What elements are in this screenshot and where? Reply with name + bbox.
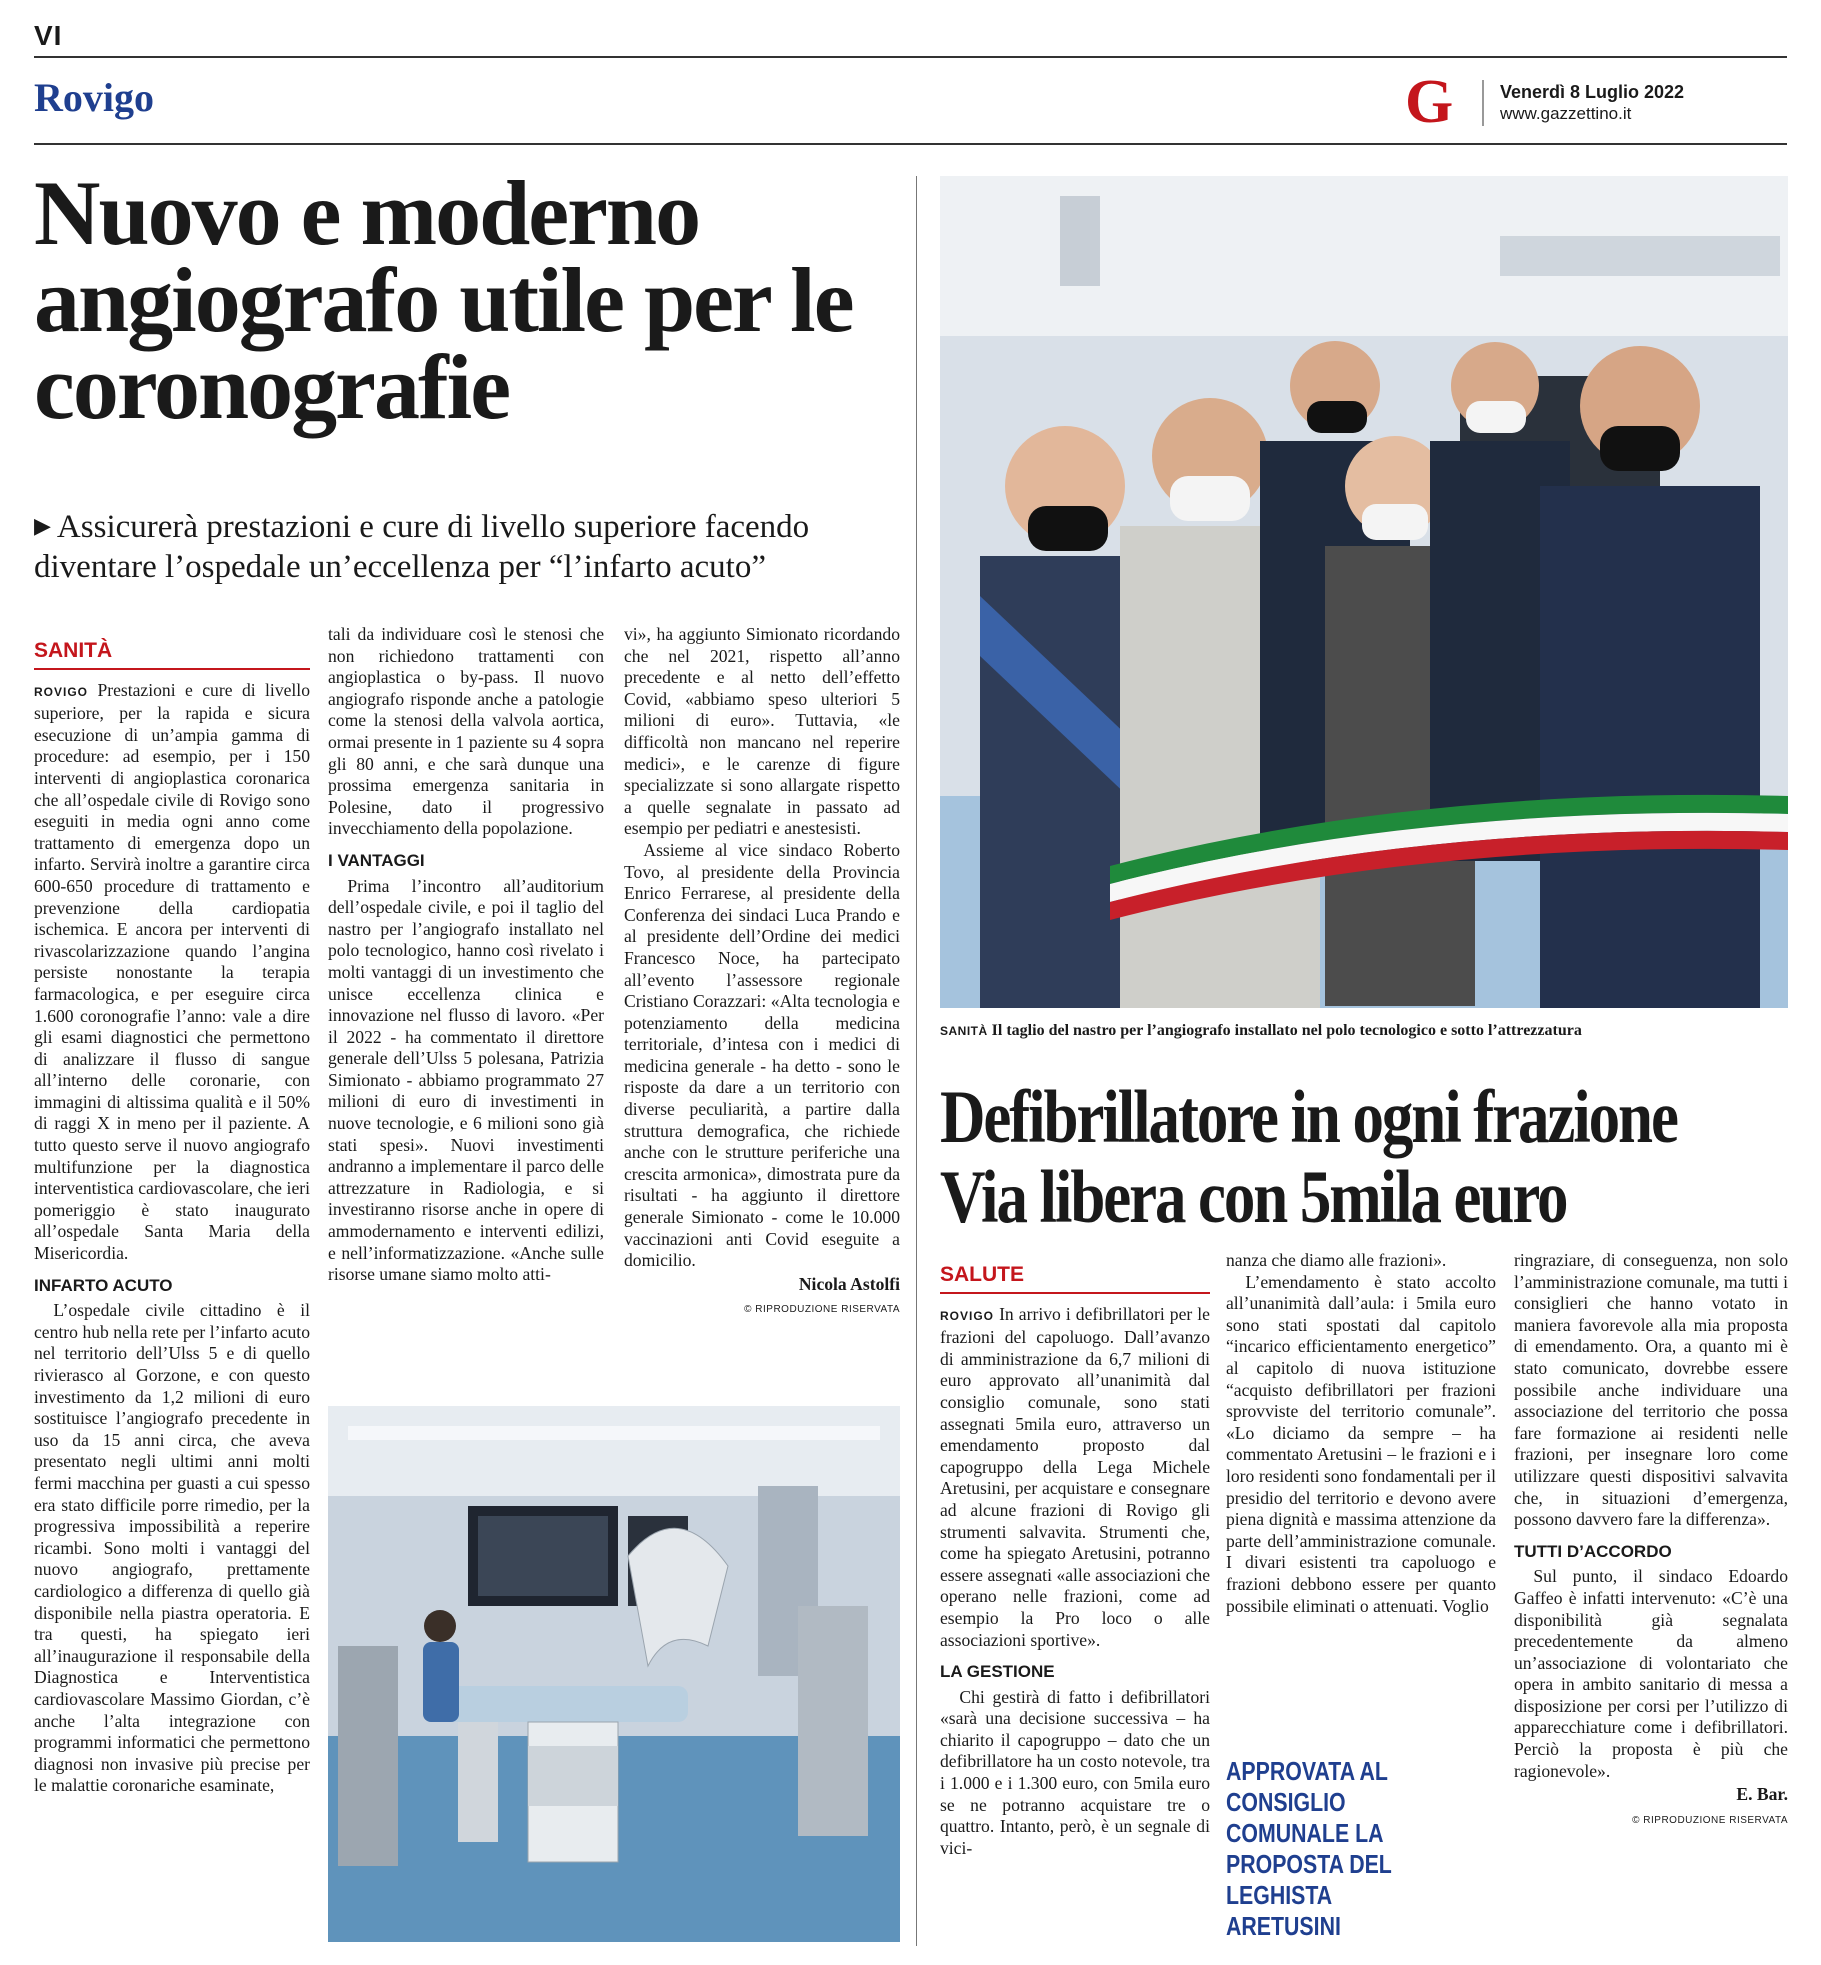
article-paragraph: L’ospedale civile cittadino è il centro hub nella rete per l’infarto acuto nel territorio dell’Ulss 5 e di quello rivierasco al Gorzone, e con questo investimento da 1,2 milioni di euro sostituisce l’angiografo precedente in uso da 15 anni circa, che aveva presentato negli ultimi anni molti fermi macchina per guasti a cui spesso era stato difficile porre rimedio, per la progressiva impossibilità a reperire ricambi. Sono molti i vantaggi del nuovo angiografo, prettamente cardiologico a differenza di quello già disponibile nella piastra operatoria. E tra questi, ha spiegato ieri all’inaugurazione il responsabile della Diagnostica e Interventistica cardiovascolare Massimo Giordan, c’è anche l’alta integrazione con programmi informatici che permettono diagnosi non invasive più precise per le malattie coronariche esaminate,	[34, 1300, 310, 1796]
article-paragraph: Chi gestirà di fatto i defibrillatori «sarà una decisione successiva – ha chiarito il capogruppo – dato che un defibrillatore ha un costo notevole, tra i 1.000 e i 1.300 euro, con 5mila euro se ne potranno acquistare tre o quattro. Intanto, però, è un segnale di vici-	[940, 1686, 1210, 1858]
page-number: VI	[34, 20, 63, 51]
subtitle-vantaggi: I VANTAGGI	[328, 850, 425, 870]
angiography-room-photo	[328, 1406, 900, 1942]
subtitle-infarto-acuto: INFARTO ACUTO	[34, 1275, 173, 1295]
paragraph-text: In arrivo i defibrillatori per le frazioni del capoluogo. Dall’avanzo di amministrazione da 6,7 milioni di euro approvato all’unanimità dal consiglio comunale, sono stati assegnati 5mila euro, attraverso un emendamento proposto dal capogruppo della Lega Michele Aretusini, per acquistare e consegnare ad alcune frazioni di Rovigo gli strumenti salvavita. Strumenti che, come ha spiegato Aretusini, potranno essere assegnati «alle associazioni che operano nelle frazioni, come ad esempio la Pro loco o alle associazioni sportive».	[940, 1303, 1210, 1650]
author-signature: E. Bar.	[1736, 1784, 1788, 1805]
article-paragraph: Prima l’incontro all’auditorium dell’ospedale civile, e poi il taglio del nastro per l’angiografo installato nel polo tecnologico, hanno così rivelato i molti vantaggi di un investimento che unisce eccellenza clinica e innovazione nel flusso di lavoro. «Per il 2022 - ha commentato il direttore generale dell’Ulss 5 polesana, Patrizia Simionato - abbiamo programmato 27 milioni di euro di investimenti in nuove tecnologie, e 6 milioni sono già stati spesi». Nuovi investimenti andranno a implementare il parco delle attrezzature in Radiologia, e si investiranno risorse anche in opere di ammodernamento e interventi edilizi, e nell’informatizzazione. «Anche sulle risorse umane siamo molto atti-	[328, 875, 604, 1285]
second-headline-line-2: Via libera con 5mila euro	[940, 1156, 1567, 1239]
issue-date: Venerdì 8 Luglio 2022	[1500, 82, 1685, 102]
article-column-1	[34, 640, 310, 1797]
kicker-salute: SALUTE	[940, 1264, 1210, 1294]
caption-label: SANITÀ	[940, 1024, 988, 1038]
ribbon-cutting-photo	[940, 176, 1788, 1008]
article-paragraph: L’emendamento è stato accolto all’unanimità dall’aula: i 5mila euro sono stati spostati dal capitolo “incarico efficientamento energetico” al capitolo di nuova istituzione “acquisto defibrillatori per frazioni sprovviste del territorio comunale”. «Lo diciamo da sempre – ha commentato Aretusini – le frazioni e i loro residenti sono fondamentali per il presidio del territorio e devono avere piena dignità e massima attenzione da parte dell’amministrazione comunale. I divari esistenti tra capoluogo e frazioni debbono essere per quanto possibile eliminati o attenuati. Voglio	[1226, 1271, 1496, 1616]
article-paragraph: Assieme al vice sindaco Roberto Tovo, al presidente della Provincia Enrico Ferrarese, al presidente della Conferenza dei sindaci Luca Prando e al presidente dell’Ordine dei medici Francesco Noce, ha partecipato all’evento l’assessore regionale Cristiano Corazzari: «Alta tecnologia e potenziamento della medicina territoriale, d’intesa con i medici di medicina generale - ha detto - sono le risposte da dare a un territorio con diverse peculiarità, a partire dalla struttura demografica, che richiede anche con le strutture periferiche una crescita armonica», dimostrata pure da risultati - ha aggiunto il direttore generale Simionato - come le 10.000 vaccinazioni anti Covid eseguite a domicilio.	[624, 839, 900, 1271]
second-headline	[940, 1078, 1788, 1238]
section-title: Rovigo	[34, 75, 154, 120]
article-column-4	[940, 1264, 1210, 1859]
subtitle-gestione: LA GESTIONE	[940, 1662, 1055, 1682]
article-column-2	[328, 624, 604, 1286]
subhead-text: Assicurerà prestazioni e cure di livello superiore facendo diventare l’ospedale un’eccellenza per “l’infarto acuto”	[34, 509, 810, 585]
article-paragraph: ringraziare, di conseguenza, non solo l’amministrazione comunale, ma tutti i consiglieri che hanno votato in maniera favorevole alla mia proposta di emendamento. Ora, a quanto mi è stato comunicato, dovrebbe essere possibile anche individuare una associazione del territorio che possa fare formazione ai residenti nelle frazioni, per insegnare loro come utilizzare questi dispositivi salvavita che, in situazioni d’emergenza, possono davvero fare la differenza».	[1514, 1250, 1788, 1530]
article-paragraph	[34, 680, 310, 1265]
article-column-3	[624, 624, 900, 1321]
kicker-sanita: SANITÀ	[34, 640, 310, 670]
article-paragraph: vi», ha aggiunto Simionato ricordando che nel 2021, rispetto all’anno precedente e al netto dell’effetto Covid, «abbiamo speso ulteriori 5 milioni di euro». Tuttavia, «le difficoltà non mancano nel reperire medici», e le carenze di figure specializzate si sono allargate rispetto a quelle segnalate in passato ad esempio per pediatri e anestesisti.	[624, 624, 900, 839]
logo-separator	[1482, 80, 1484, 126]
paragraph-text: Prestazioni e cure di livello superiore, per la rapida e sicura esecuzione di un’ampia gamma di procedure: ad esempio, per i 150 interventi di angioplastica coronarica che all’ospedale civile di Rovigo sono eseguiti in media ogni anno come trattamento di emergenza dopo un infarto. Servirà inoltre a garantire circa 600-650 procedure di trattamento e prevenzione della cardiopatia ischemica. E ancora per interventi di rivascolarizzazione quando l’angina persiste nonostante la terapia farmacologica, e per eseguire circa 1.600 coronografie l’anno: vale a dire gli esami diagnostici che permettono di analizzare il flusso di sangue all’interno delle coronarie, con immagini di altissima qualità e il 50% di raggi X in meno per il paziente. A tutto questo serve il nuovo angiografo multifunzione per la diagnostica interventistica cardiovascolare, che ieri pomeriggio è stato inaugurato all’ospedale Santa Maria della Misericordia.	[34, 679, 310, 1264]
main-headline: Nuovo e moderno angiografo utile per le coronografie	[34, 162, 853, 438]
article-paragraph	[940, 1304, 1210, 1652]
dateline: ROVIGO	[940, 1308, 995, 1323]
caption-text: Il taglio del nastro per l’angiografo installato nel polo tecnologico e sotto l’attrezzatura	[991, 1022, 1582, 1039]
angiography-room-illustration	[328, 1406, 900, 1942]
article-column-5	[1226, 1250, 1496, 1617]
top-rule	[34, 56, 1787, 58]
article-paragraph: tali da individuare così le stenosi che non richiedono trattamenti con angioplastica o by-pass. Il nuovo angiografo risponde anche a patologie come la stenosi della valvola aortica, ormai presente in 1 paziente su 4 sopra gli 80 anni, e che sarà dunque una prossima emergenza sanitaria in Polesine, dato il progressivo invecchiamento della popolazione.	[328, 624, 604, 839]
main-subhead	[34, 506, 914, 587]
dateline: ROVIGO	[34, 684, 89, 699]
site-url: www.gazzettino.it	[1500, 104, 1632, 123]
article-paragraph: Sul punto, il sindaco Edoardo Gaffeo è infatti intervenuto: «C’è una disponibilità già segnalata precedentemente da almeno un’associazione di volontariato che opera in ambito sanitario di messa a disposizione per corsi per l’utilizzo di apparecchiature come i defibrillatori. Perciò la proposta è più che ragionevole».	[1514, 1566, 1788, 1781]
copyright-notice: © RIPRODUZIONE RISERVATA	[744, 1304, 900, 1316]
header-rule	[34, 143, 1787, 145]
gazzettino-logo: G	[1405, 68, 1454, 136]
subtitle-tutti-d-accordo: TUTTI D’ACCORDO	[1514, 1541, 1672, 1561]
article-paragraph: nanza che diamo alle frazioni».	[1226, 1250, 1447, 1270]
article-column-6	[1514, 1250, 1788, 1831]
callout-box: APPROVATA AL CONSIGLIO COMUNALE LA PROPOSTA DEL LEGHISTA ARETUSINI	[1226, 1756, 1392, 1941]
ribbon-cutting-illustration	[940, 176, 1788, 1008]
author-signature: Nicola Astolfi	[798, 1273, 900, 1294]
copyright-notice: © RIPRODUZIONE RISERVATA	[1632, 1814, 1788, 1826]
triangle-icon: ▶	[34, 513, 51, 538]
second-headline-line-1: Defibrillatore in ogni frazione	[940, 1076, 1677, 1159]
photo-caption	[940, 1022, 1788, 1040]
column-divider	[916, 176, 917, 1946]
